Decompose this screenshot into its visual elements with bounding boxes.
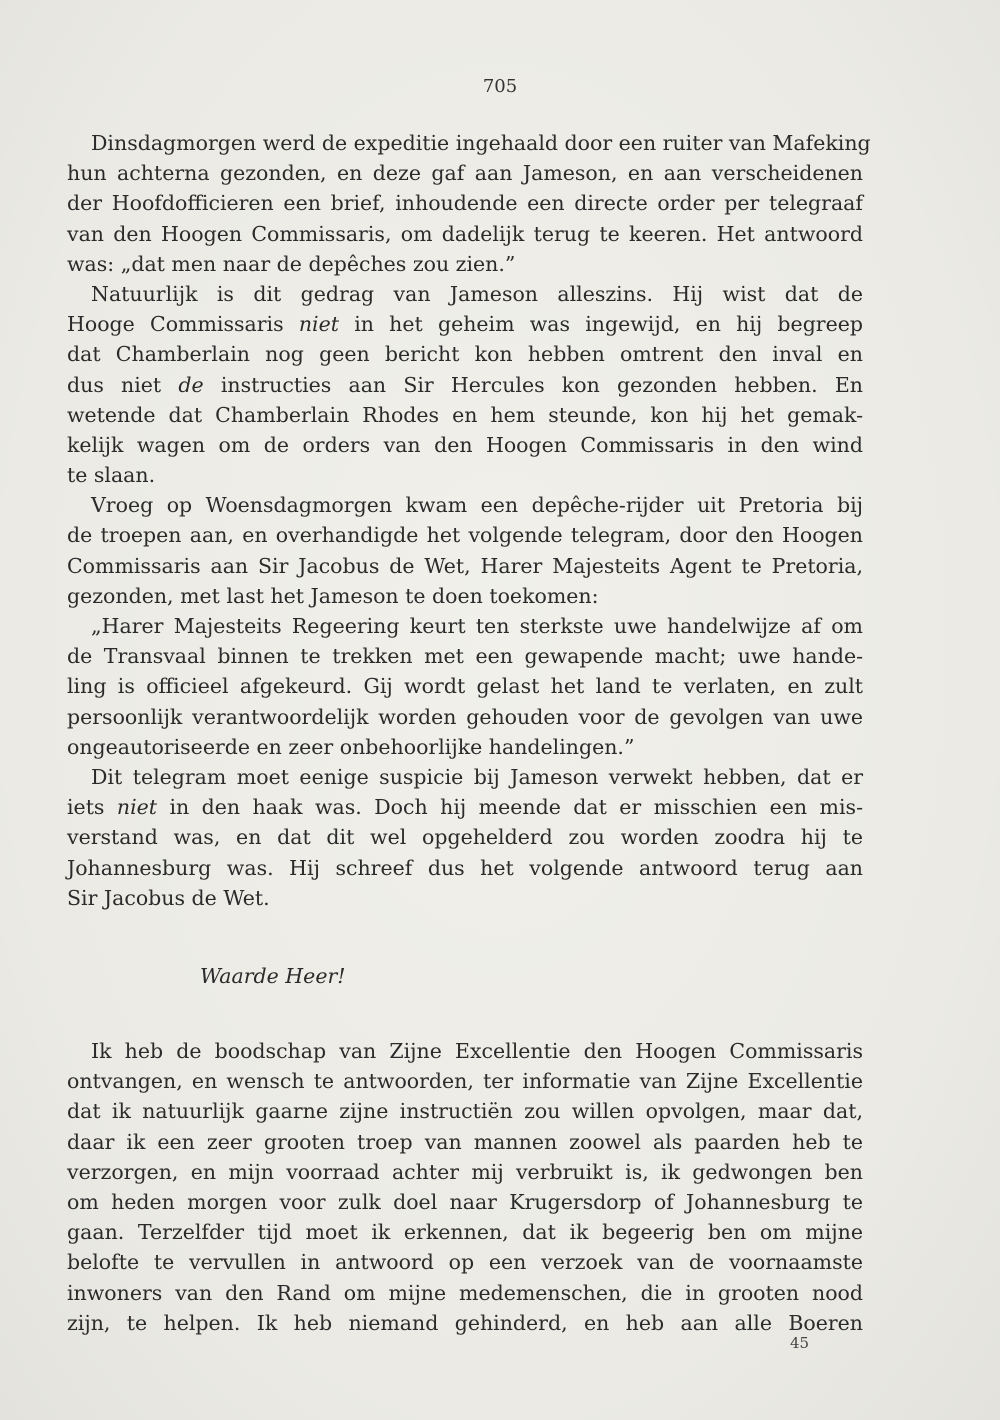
text-line: hun achterna gezonden, en deze gaf aan Jameson, en aan verscheidenen [67,161,863,186]
text-segment: Hooge Commissaris [67,312,299,337]
text-line: ontvangen, en wensch te antwoorden, ter informatie van Zijne Excellentie [67,1069,863,1094]
text-line: dat ik natuurlijk gaarne zijne instructiën zou willen opvolgen, maar dat, [67,1099,863,1124]
text-line: Commissaris aan Sir Jacobus de Wet, Harer Majesteits Agent te Pretoria, [67,553,863,578]
signature-mark: 45 [790,1334,810,1352]
text-line: ling is officieel afgekeurd. Gij wordt gelast het land te verlaten, en zult [67,674,863,699]
text-line: Natuurlijk is dit gedrag van Jameson alleszins. Hij wist dat de [91,281,863,306]
text-segment: iets [67,795,117,820]
text-line [67,370,863,400]
page-number: 705 [482,76,518,97]
text-line: gaan. Terzelfder tijd moet ik erkennen, dat ik begeerig ben om mijne [67,1220,863,1245]
text-line: wetende dat Chamberlain Rhodes en hem steunde, kon hij het gemak- [67,402,863,427]
italic-emphasis: de [178,372,204,397]
text-line [67,309,863,339]
text-line: zijn, te helpen. Ik heb niemand gehinderd, en heb aan alle Boeren [67,1310,863,1335]
text-line: Ik heb de boodschap van Zijne Excellentie den Hoogen Commissaris [91,1039,863,1063]
text-line: ongeautoriseerde en zeer onbehoorlijke handelingen.” [67,734,635,759]
text-line: van den Hoogen Commissaris, om dadelijk terug te keeren. Het antwoord [67,221,863,246]
text-line: te slaan. [67,463,156,488]
text-line: de Transvaal binnen te trekken met een gewapende macht; uwe hande- [67,644,863,669]
text-line: Johannesburg was. Hij schreef dus het volgende antwoord terug aan [67,855,863,880]
italic-emphasis: niet [116,795,158,820]
letter-salutation: Waarde Heer! [200,964,346,988]
text-line: Sir Jacobus de Wet. [67,885,270,910]
text-segment: instructies aan Sir Hercules kon gezonden hebben. En [203,372,864,397]
text-segment: in den haak was. Doch hij meende dat er misschien een mis- [157,795,863,820]
text-line: dat Chamberlain nog geen bericht kon hebben omtrent den inval en [67,342,863,367]
text-segment: dus niet [67,372,179,397]
text-line: Vroeg op Woensdagmorgen kwam een depêche-rijder uit Pretoria bij [91,493,863,518]
letter-text [67,1036,863,1338]
text-line: belofte te vervullen in antwoord op een verzoek van de voornaamste [67,1250,863,1275]
text-line: der Hoofdofficieren een brief, inhoudende een directe order per telegraaf [67,191,863,216]
text-line: gezonden, met last het Jameson te doen toekomen: [67,583,599,608]
text-line: was: „dat men naar de depêches zou zien.” [67,251,516,276]
text-line: inwoners van den Rand om mijne medemenschen, die in grooten nood [67,1280,863,1305]
italic-emphasis: niet [298,312,339,337]
text-line: verzorgen, en mijn voorraad achter mij verbruikt is, ik gedwongen ben [67,1159,863,1184]
text-line: kelijk wagen om de orders van den Hoogen Commissaris in den wind [67,432,863,457]
text-line: Dit telegram moet eenige suspicie bij Jameson verwekt hebben, dat er [91,764,863,789]
text-line: persoonlijk verantwoordelijk worden gehouden voor de gevolgen van uwe [67,704,863,729]
body-text [67,128,871,913]
text-line: daar ik een zeer grooten troep van mannen zoowel als paarden heb te [67,1129,863,1154]
text-segment: in het geheim was ingewijd, en hij begreep [338,312,863,337]
text-line: om heden morgen voor zulk doel naar Krugersdorp of Johannesburg te [67,1189,863,1214]
text-line: Dinsdagmorgen werd de expeditie ingehaald door een ruiter van Mafeking [91,131,871,155]
text-line [67,792,863,822]
text-line: „Harer Majesteits Regeering keurt ten sterkste uwe handelwijze af om [91,614,863,638]
text-line: verstand was, en dat dit wel opgehelderd zou worden zoodra hij te [67,825,863,850]
text-line: de troepen aan, en overhandigde het volgende telegram, door den Hoogen [67,523,863,548]
